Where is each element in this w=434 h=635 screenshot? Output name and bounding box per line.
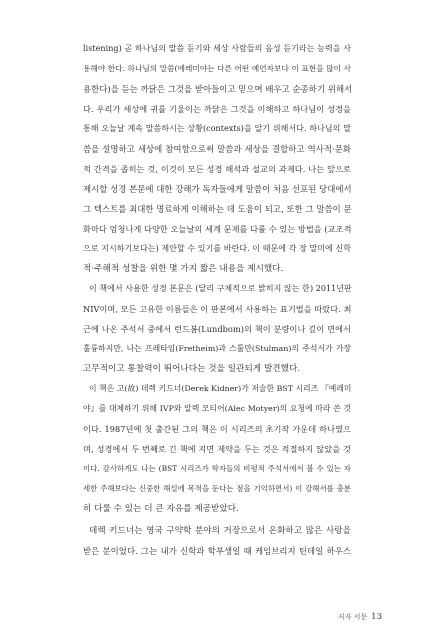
body-line: 용한다)을 듣는 까닭은 그것을 받아들이고 믿으며 배우고 순종하기 위해서 [83,84,353,94]
body-line: 다. 우리가 세상에 귀를 기울이는 까닭은 그것을 이해하고 하나님이 성경을 [83,104,351,114]
body-line: 적·주해적 성찰을 위한 몇 가지 짧은 내용을 제시했다. [83,264,284,274]
body-line: 이다. 1987년에 첫 출간된 그의 책은 이 시리즈의 초기작 가운데 하나였으 [83,424,351,434]
page-footer [330,611,382,623]
body-line: 훌륭하지만, 나는 프레타임(Fretheim)과 스툴만(Stulman)의 주석서가 가장 [83,344,351,353]
body-line: 히 다룰 수 있는 더 큰 자유를 제공받았다. [83,504,239,514]
body-line: 그 텍스트를 최대한 명료하게 이해하는 데 도움이 되고, 또한 그 말씀이 문 [83,204,352,214]
body-line: NIV이며, 모든 고유한 이름들은 이 판본에서 사용하는 표기법을 따랐다. 최 [83,304,352,314]
body-line: 용해야 한다. 하나님의 말씀(에레미야는 다른 어떤 예언자보다 이 표현을 많이 사 [83,64,351,73]
body-line: 통해 오늘날 계속 말씀하시는 상황(contexts)을 알기 위해서다. 하나님의 말 [83,124,351,133]
paragraph-first-line: 이 책은 고(故) 데렉 키드너(Derek Kidner)가 저술한 BST 시리즈 『예레미 [89,384,352,393]
page-number: 13 [371,612,382,622]
body-line: listening) 곧 하나님의 말씀 듣기와 세상 사람들의 음성 듣기라는 능력을 사 [83,44,351,53]
body-line: 야』를 대체하기 위해 IVP와 알렉 모티어(Alec Motyer)의 요청에 따라 쓴 것 [83,404,351,413]
paragraph-first-line: 데렉 키드너는 영국 구약학 분야의 거장으로서 온화하고 많은 사랑을 [89,526,351,536]
body-line: 세한 주해보다는 신중한 해설에 목적을 둔다는 점을 기억하면서) 이 강해서를 충분 [83,484,351,493]
body-line: 제시할 성경 본문에 대한 강해가 독자들에게 말씀이 처음 선포된 당대에서 [83,184,352,194]
body-line: 적 간격을 좁히는 것, 이것이 모든 성경 해석과 설교의 과제다. 나는 앞으로 [83,164,351,174]
running-footer-label: 저자 서문 [337,613,368,621]
body-line: 이다. 감사하게도 나는 (BST 시리즈가 학자들의 비평적 주석서에서 볼 수 있는 자 [83,464,351,473]
body-line: 씀을 설명하고 세상에 참여함으로써 말씀과 세상을 결합하고 역사적·문화 [83,144,351,154]
body-line: 으로 지시하기보다는) 제안할 수 있기를 바란다. 이 때문에 각 장 말미에 신학 [83,244,351,253]
paragraph-first-line: 이 책에서 사용한 성경 본문은 (달리 구체적으로 밝히지 않는 한) 2011년판 [89,284,352,293]
body-line: 며, 성경에서 두 번째로 긴 책에 지면 제약을 두는 것은 적절하지 않았을 것 [83,444,351,454]
body-line: 근에 나온 주석서 중에서 런드봄(Lundbom)의 책이 분량이나 깊이 면에서 [83,324,351,334]
body-line: 화마다 엄청나게 다양한 오늘날의 세계 문제를 다룰 수 있는 방법을 (교조적 [83,224,352,234]
body-line: 받은 분이었다. 그는 내가 신학과 학부생일 때 케임브리지 틴데일 하우스 [83,546,351,556]
body-line: 고무적이고 통찰력이 뛰어나다는 것을 일관되게 발견했다. [83,364,301,374]
